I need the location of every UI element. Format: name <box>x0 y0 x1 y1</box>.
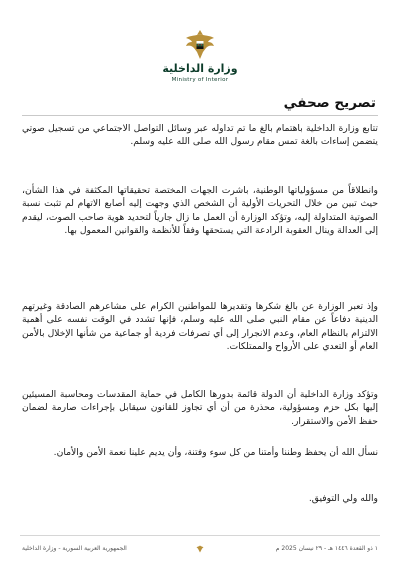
paragraph-3: وإذ تعبر الوزارة عن بالغ شكرها وتقديرها للمواطنين الكرام على مشاعرهم الصادقة وغيرتهم الدينية دفاعاً عن مقام النبي صلى الله عليه وسلم، فإنها تشدد في الوقت نفسه على أهمية الالتزام بالنظام العام، وعدم الانجرار إلى أي تصرفات فردية أو جماعية من شأنها الإخلال بالأمن العام أو التعدي على الأرواح والممتلكات. <box>22 301 378 352</box>
paragraph-2: وانطلاقاً من مسؤولياتها الوطنية، باشرت الجهات المختصة تحقيقاتها المكثفة في هذا الشأن، حيث تبين من خلال التحريات الأولية أن الشخص الذي وجهت إليه أصابع الاتهام لم تثبت نسبة الصوتية المتداولة إليه، وتؤكد الوزارة أن العمل ما زال جارياً لتحديد هوية صاحب الصوت، ليقدم إلى العدالة وينال العقوبة الرادعة التي يستحقها وفقاً للأنظمة والقوانين المعمول بها. <box>22 185 378 236</box>
eagle-emblem-icon <box>183 28 217 62</box>
ministry-name-arabic: وزارة الداخلية <box>162 62 238 75</box>
paragraph-1: تتابع وزارة الداخلية باهتمام بالغ ما تم تداوله عبر وسائل التواصل الاجتماعي من تسجيل صوتي يتضمن إساءات بالغة تمس مقام رسول الله صلى الله عليه وسلم. <box>22 123 378 148</box>
footer-date: ١ ذو القعدة ١٤٤٦ هـ - ٢٩ نيسان 2025 م <box>275 545 378 552</box>
paragraph-5: نسأل الله أن يحفظ وطننا وأمتنا من كل سوء وفتنة، وأن يديم علينا نعمة الأمن والأمان. <box>53 447 378 458</box>
paragraph-4: وتؤكد وزارة الداخلية أن الدولة قائمة بدورها الكامل في حماية المقدسات ومحاسبة المسيئين إليها بكل حزم ومسؤولية، محذرة من أن أي تجاوز للقانون سيقابل بإجراءات صارمة لضمان حفظ الأمن والاستقرار. <box>22 389 378 427</box>
title-divider <box>22 115 378 116</box>
footer-republic: الجمهورية العربية السورية - وزارة الداخلية <box>22 545 127 552</box>
footer-divider <box>20 535 380 536</box>
footer-emblem-icon <box>196 545 204 553</box>
ministry-name-english: Ministry of Interior <box>171 77 229 83</box>
closing-line: والله ولي التوفيق. <box>308 493 378 504</box>
document-title: تصريح صحفي <box>283 95 376 111</box>
